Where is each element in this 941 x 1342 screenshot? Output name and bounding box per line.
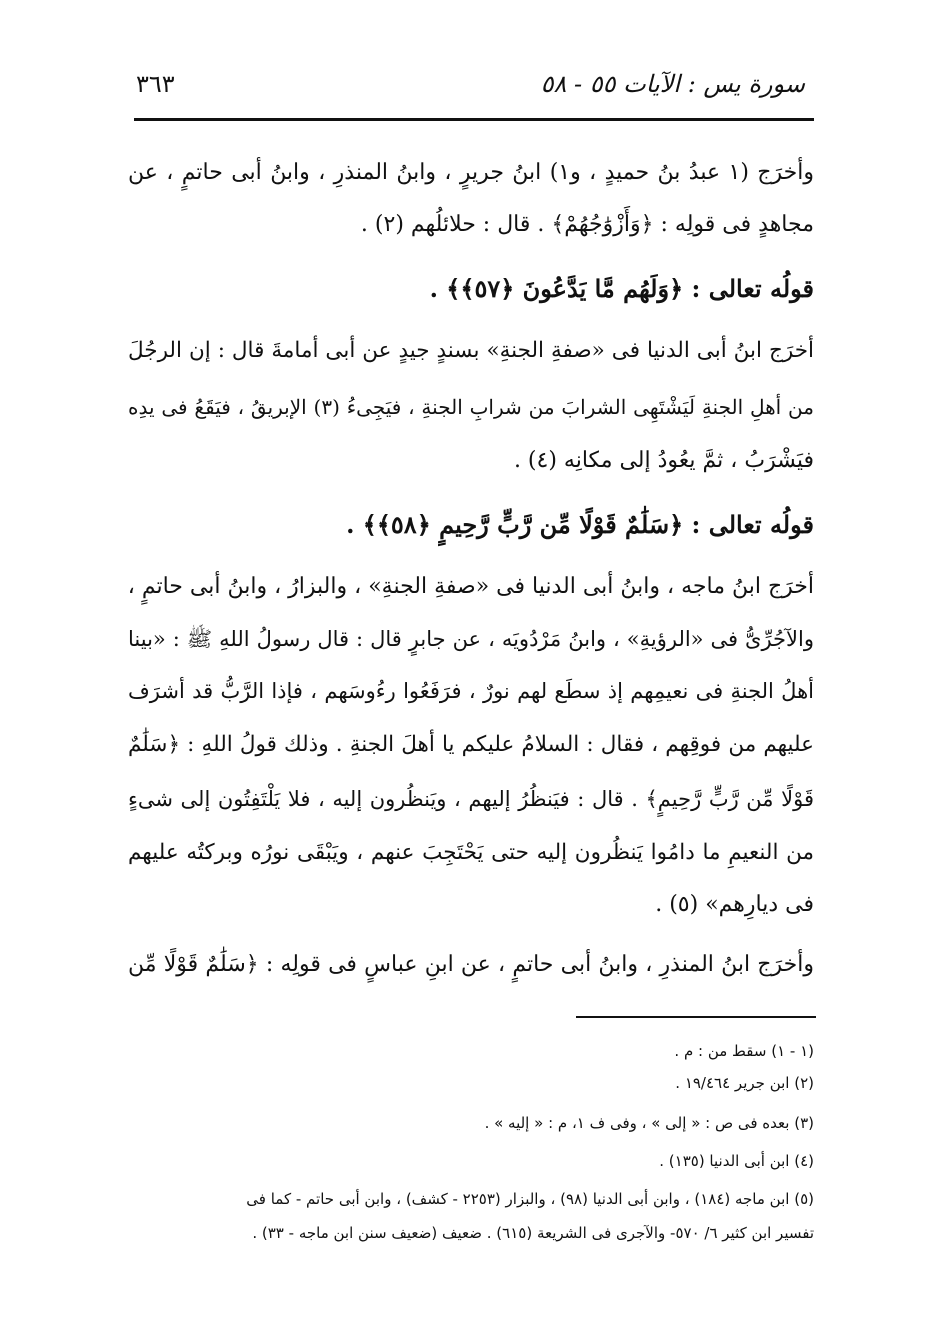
footnote: (٤) ابن أبى الدنيا (١٣٥) . — [659, 1152, 814, 1170]
text-line: وأخرَج ابنُ المنذرِ ، وابنُ أبى حاتمٍ ، عن ابنِ عباسٍ فى قولِه : ﴿سَلَٰمٌ قَوْلًا مِّن — [128, 952, 814, 977]
footnote: (٥) ابن ماجه (١٨٤) ، وابن أبى الدنيا (٩٨) ، والبزار (٢٢٥٣ - كشف) ، وابن أبى حاتم - كما فى — [246, 1190, 814, 1208]
footnote: (١ - ١) سقط من : م . — [674, 1042, 814, 1060]
text-line: فيَشْرَبُ ، ثمَّ يعُودُ إلى مكانِه (٤) . — [513, 448, 814, 473]
section-heading: قولُه تعالى : ﴿سَلَٰمٌ قَوْلًا مِّن رَّبٍّ رَّحِيمٍ ﴿٥٨﴾﴾ . — [346, 510, 814, 539]
section-heading: قولُه تعالى : ﴿وَلَهُم مَّا يَدَّعُونَ ﴿٥٧﴾﴾ . — [429, 274, 814, 303]
footnote: (٢) ابن جرير ١٩/٤٦٤ . — [675, 1074, 814, 1092]
running-header — [136, 70, 805, 110]
header-rule — [134, 118, 814, 121]
text-line: وأخرَج (١ عبدُ بنُ حميدٍ ، و١) ابنُ جريرٍ ، وابنُ المنذرِ ، وابنُ أبى حاتمٍ ، عن — [128, 160, 814, 185]
footnote-rule — [576, 1016, 816, 1018]
footnote: تفسير ابن كثير ٦/ ٥٧٠- والآجرى فى الشريعة (٦١٥) . ضعيف (ضعيف سنن ابن ماجه - ٣٣) . — [252, 1224, 814, 1242]
text-line: أخرَج ابنُ ماجه ، وابنُ أبى الدنيا فى «صفةِ الجنةِ» ، والبزارُ ، وابنُ أبى حاتمٍ ، — [127, 574, 814, 599]
text-line: من أهلِ الجنةِ لَيَشْتَهِى الشرابَ من شرابِ الجنةِ ، فيَجِىءُ (٣) الإبريقُ ، فيَقَعُ فى يدِه — [128, 395, 814, 419]
text-line: فى ديارِهم» (٥) . — [655, 892, 814, 917]
text-line: أهلُ الجنةِ فى نعيمِهم إذ سطَع لهم نورٌ ، فرَفَعُوا رءُوسَهم ، فإذا الرَّبُّ قد أشرَف — [128, 679, 814, 703]
text-line: مجاهدٍ فى قولِه : ﴿وَأَزْوَٰجُهُمْ﴾ . قال : حلائلُهم (٢) . — [360, 212, 814, 237]
footnote: (٣) بعده فى ص : « إلى » ، وفى ف ١، م : « إليه » . — [484, 1114, 814, 1132]
page-number: ٣٦٣ — [136, 70, 175, 98]
text-line: عليهم من فوقِهم ، فقال : السلامُ عليكم يا أهلَ الجنةِ . وذلك قولُ اللهِ : ﴿سَلَٰمٌ — [128, 732, 814, 757]
running-title: سورة يس : الآيات ٥٥ - ٥٨ — [540, 70, 805, 98]
text-line: قَوْلًا مِّن رَّبٍّ رَّحِيمٍ﴾ . قال : فيَنظُرُ إليهم ، ويَنظُرون إليه ، فلا يَلْتَفِتُون إلى شىءٍ — [128, 787, 814, 811]
text-line: أخرَج ابنُ أبى الدنيا فى «صفةِ الجنةِ» بسندٍ جيدٍ عن أبى أمامةَ قال : إن الرجُلَ — [128, 338, 814, 363]
text-line: والآجُرِّىُّ فى «الرؤيةِ» ، وابنُ مَرْدُويَه ، عن جابرٍ قال : قال رسولُ اللهِ ﷺ : «بينا — [128, 627, 814, 651]
text-line: من النعيمِ ما دامُوا يَنظُرون إليه حتى يَحْتَجِبَ عنهم ، ويَبْقَى نورُه وبركتُه عليهم — [128, 840, 814, 865]
